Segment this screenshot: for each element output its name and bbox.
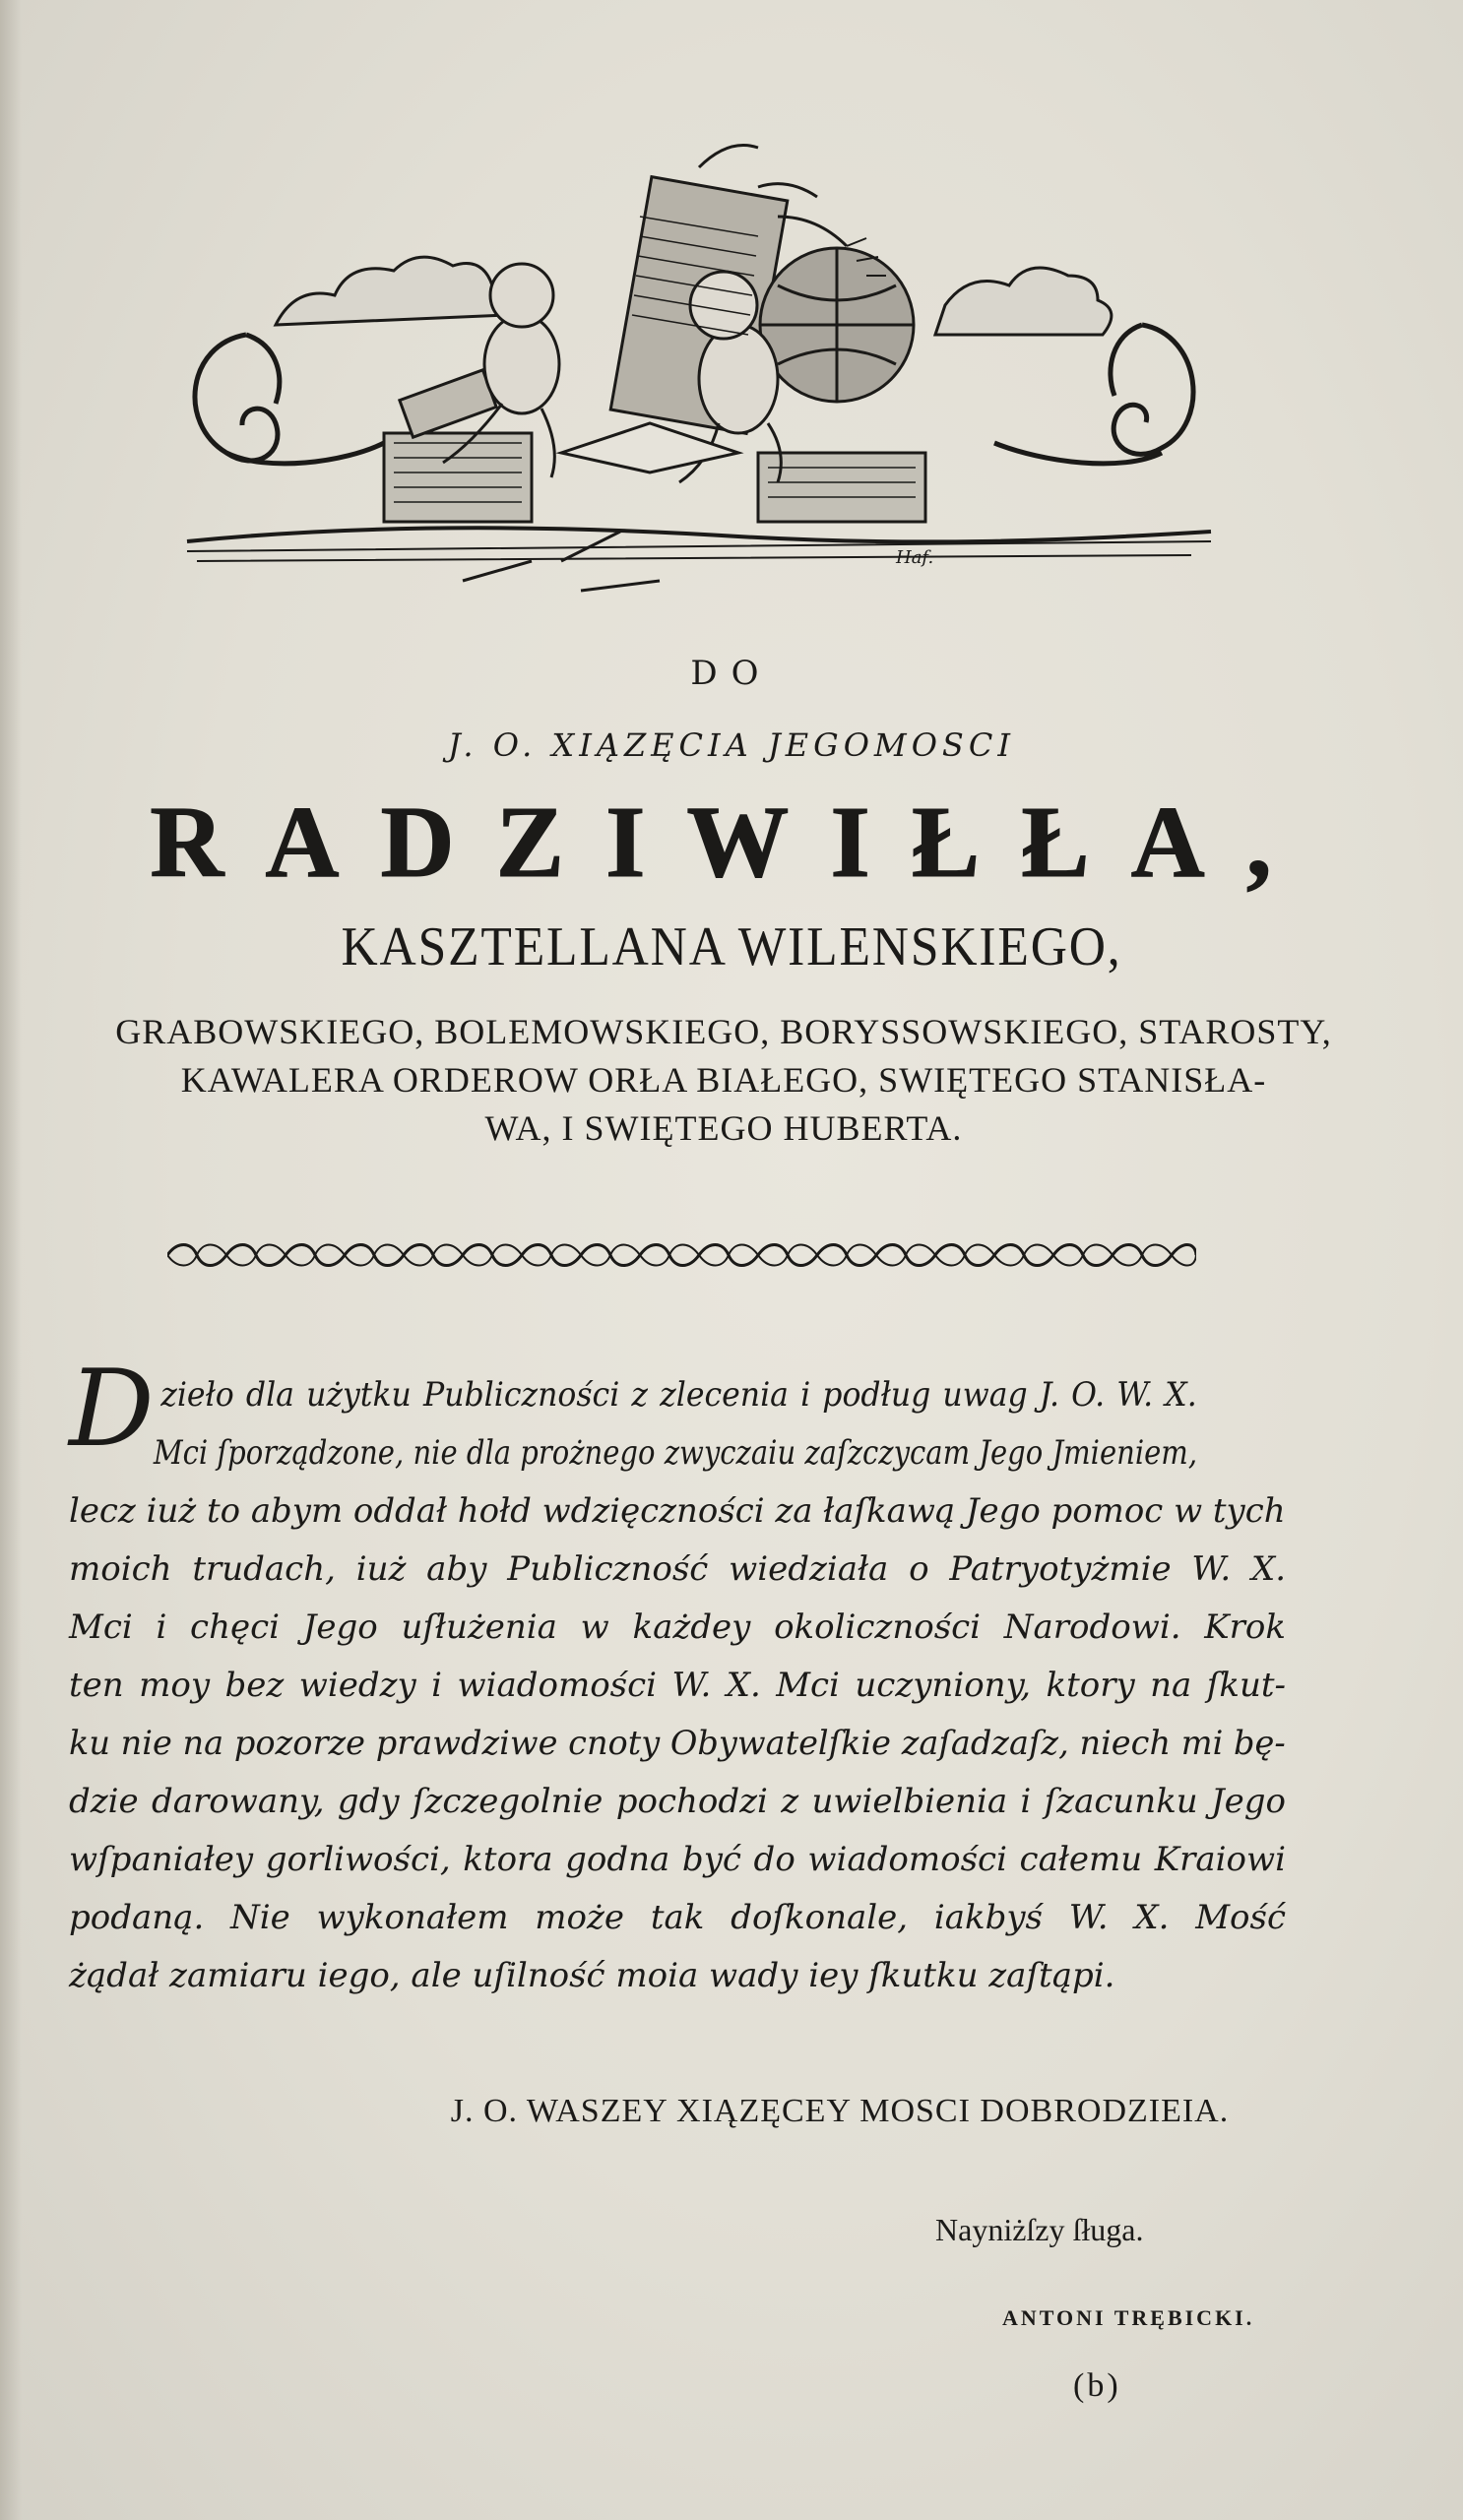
dedication-honorific: J. O. XIĄZĘCIA JEGOMOSCI xyxy=(448,726,1015,764)
letter-line: Mci i chęci Jego uſłużenia w każdey okoliczności Narodowi. Krok xyxy=(69,1607,1286,1647)
drop-cap: D xyxy=(69,1348,155,1471)
letter-line: żądał zamiaru iego, ale uſilność moia wady iey ſkutku zaſtąpi. xyxy=(69,1956,1115,1995)
letter-line: wſpaniałey gorliwości, ktora godna być do wiadomości całemu Kraiowi xyxy=(69,1840,1286,1879)
engraver-signature: Haf. xyxy=(896,547,934,568)
dedication-name: RADZIWIŁŁA, xyxy=(150,786,1313,899)
letter-line: moich trudach, iuż aby Publiczność wiedziała o Patryotyżmie W. X. xyxy=(69,1549,1286,1589)
letter-line: Mci ſporządzone, nie dla prożnego zwyczaiu zaſzczycam Jego Jmieniem, xyxy=(153,1433,1198,1473)
letter-line: ten moy bez wiedzy i wiadomości W. X. Mci uczyniony, ktory na ſkut- xyxy=(69,1666,1286,1705)
dedication-office: KASZTELLANA WILENSKIEGO, xyxy=(341,916,1122,977)
dedication-letter xyxy=(69,1348,1286,2005)
letter-line: podaną. Nie wykonałem może tak doſkonale, iakbyś W. X. Mość xyxy=(69,1898,1286,1937)
letter-line: lecz iuż to abym oddał hołd wdzięczności za łaſkawą Jego pomoc w tych xyxy=(69,1491,1286,1531)
engraved-vignette-icon xyxy=(167,128,1231,640)
letter-line: zieło dla użytku Publiczności z zlecenia i podług uwag J. O. W. X. xyxy=(160,1375,1197,1415)
letter-line: dzie darowany, gdy ſzczegolnie pochodzi z uwielbienia i ſzacunku Jego xyxy=(69,1782,1286,1821)
signature-mark: (b) xyxy=(1073,2367,1121,2404)
dedication-title-line-1: GRABOWSKIEGO, BOLEMOWSKIEGO, BORYSSOWSKIEGO, STAROSTY, xyxy=(115,1012,1332,1051)
closing-salutation: J. O. WASZEY XIĄZĘCEY MOSCI DOBRODZIEIA. xyxy=(450,2093,1230,2129)
dedication-do: DO xyxy=(690,654,773,693)
author-name: ANTONI TRĘBICKI. xyxy=(1002,2305,1255,2330)
letter-line: ku nie na pozorze prawdziwe cnoty Obywatelſkie zaſadzaſz, niech mi bę- xyxy=(69,1724,1286,1763)
dedication-title-line-2: KAWALERA ORDEROW ORŁA BIAŁEGO, SWIĘTEGO STANISŁA- xyxy=(180,1060,1267,1100)
closing-servant: Nayniżſzy ſługa. xyxy=(935,2212,1144,2247)
ornamental-divider-icon xyxy=(167,1236,1196,1274)
dedication-title-line-3: WA, I SWIĘTEGO HUBERTA. xyxy=(484,1108,963,1148)
